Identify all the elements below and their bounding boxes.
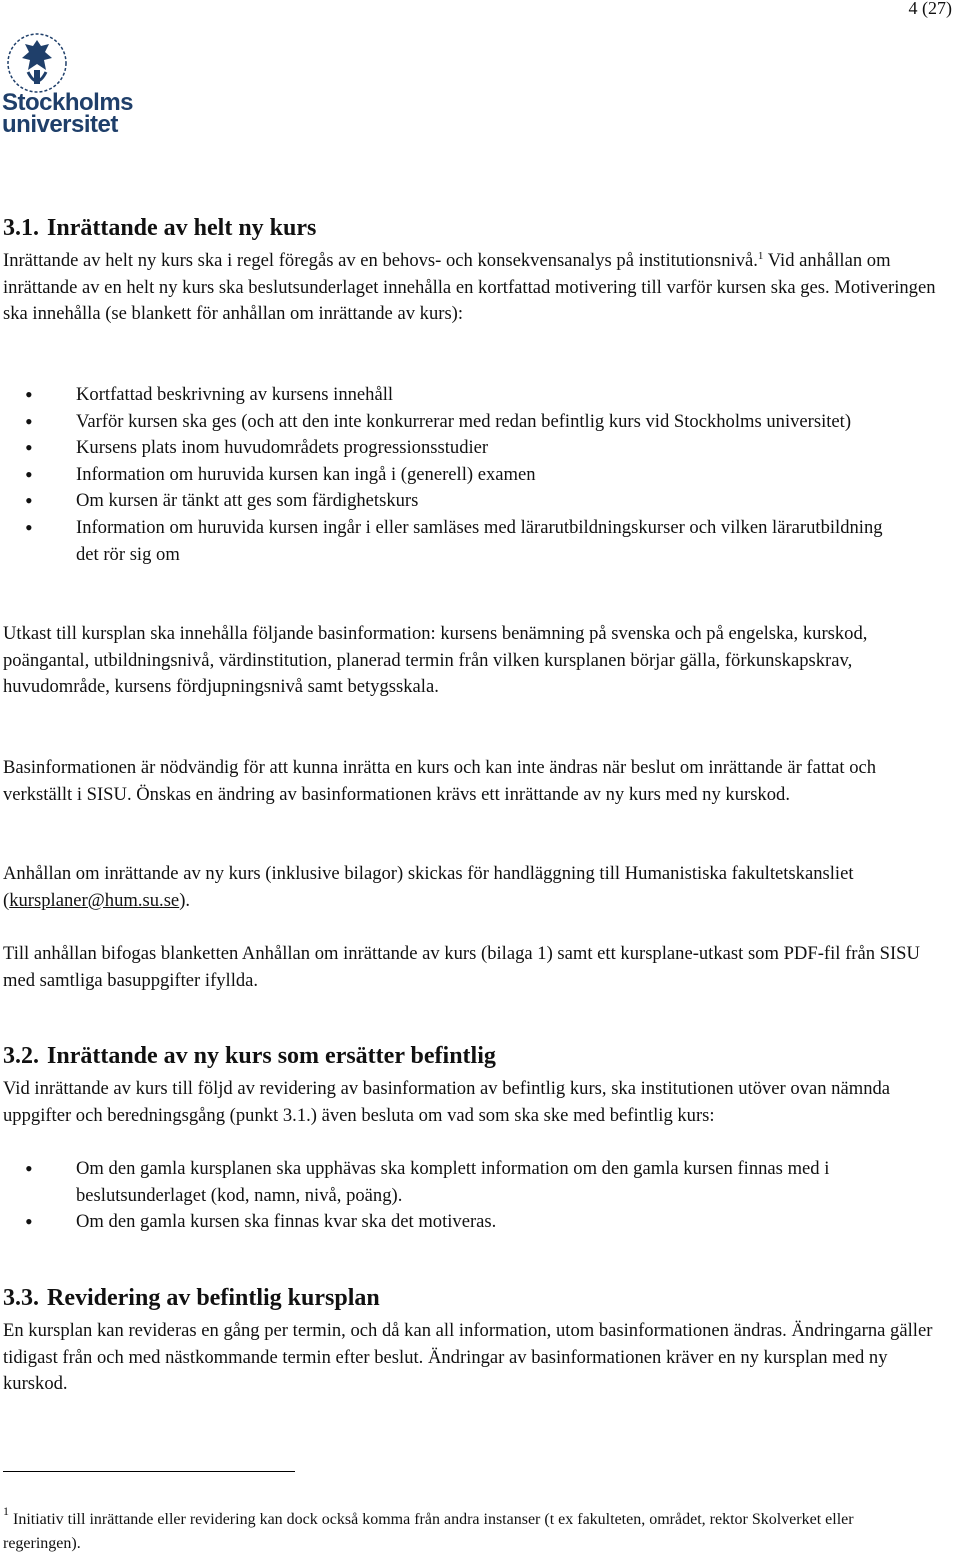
list-item: • Om den gamla kursplanen ska upphävas ska komplett information om den gamla kursen finnas med i beslutsunderlaget (kod, namn, nivå, poäng). (3, 1156, 903, 1209)
section-title: Inrättande av helt ny kurs (47, 215, 317, 241)
s31-intro-continuation: Vid anhållan om inrättande av en helt ny kurs ska beslutsunderlaget innehålla en kortfattad motivering till varför kursen ska ges. Motiveringen ska innehålla (se blankett för anhållan om inrättande av kurs): (3, 250, 936, 325)
list-item: • Kortfattad beskrivning av kursens innehåll (3, 382, 903, 409)
s31-paragraph-kursplan: Utkast till kursplan ska innehålla följande basinformation: kursens benämning på svenska och på engelska, kurskod, poängantal, utbildningsnivå, värdinstitution, planerad termin från vilken kursplanen börjar gälla, förkunskapskrav, huvudområde, kursens fördjupningsnivå samt betygsskala. (3, 623, 868, 698)
s31-paragraph-anhallan (3, 861, 943, 914)
footnote-number: 1 (3, 1504, 9, 1518)
list-item: • Om kursen är tänkt att ges som färdighetskurs (3, 488, 903, 515)
s31-intro-text: Inrättande av helt ny kurs ska i regel föregås av en behovs- och konsekvensanalys på institutionsnivå. (3, 250, 758, 271)
list-item: • Om den gamla kursen ska finnas kvar ska det motiveras. (3, 1209, 903, 1236)
list-item: • Information om huruvida kursen kan ingå i (generell) examen (3, 462, 903, 489)
section-number: 3.1. (3, 215, 39, 241)
list-item: • Kursens plats inom huvudområdets progressionsstudier (3, 435, 903, 462)
s31-paragraph-basinformation: Basinformationen är nödvändig för att kunna inrätta en kurs och kan inte ändras när beslut om inrättande är fattat och verkställt i SISU. Önskas en ändring av basinformationen krävs ett inrättande av ny kurs med ny kurskod. (3, 757, 877, 805)
section-3-2-heading (3, 1042, 496, 1070)
university-logo (2, 32, 134, 138)
logo-line-1: Stockholms (2, 89, 134, 116)
anhallan-text-end: ). (179, 889, 191, 911)
email-link[interactable]: kursplaner@hum.su.se (9, 889, 180, 911)
section-3-1-heading (3, 214, 316, 242)
s31-paragraph-bilaga: Till anhållan bifogas blanketten Anhållan om inrättande av kurs (bilaga 1) samt ett kursplane-utkast som PDF-fil från SISU med samtliga basuppgifter ifyllda. (3, 943, 920, 991)
s33-paragraph: En kursplan kan revideras en gång per termin, och då kan all information, utom basinformationen ändras. Ändringarna gäller tidigast från och med nästkommande termin efter beslut. Ändringar av basinformationen kräver en ny kursplan med ny kurskod. (3, 1320, 933, 1395)
logo-line-2: universitet (2, 111, 118, 138)
anhallan-text: Anhållan om inrättande av ny kurs (inklusive bilagor) skickas för handläggning till Humanistiska fakultetskansliet ( (3, 863, 854, 911)
footnote-reference[interactable]: 1 (757, 250, 764, 262)
s32-bullet-list (3, 1156, 903, 1236)
page-number: 4 (27) (908, 0, 952, 18)
s32-intro-paragraph: Vid inrättande av kurs till följd av revidering av basinformation av befintlig kurs, ska institutionen utöver ovan nämnda uppgifter och beredningsgång (punkt 3.1.) även besluta om vad som ska ske med befintlig kurs: (3, 1078, 891, 1126)
list-item: • Varför kursen ska ges (och att den inte konkurrerar med redan befintlig kurs vid Stockholms universitet) (3, 409, 903, 436)
footnote (3, 1504, 903, 1556)
footnote-text: Initiativ till inrättande eller revidering kan dock också komma från andra instanser (t ex fakulteten, området, rektor Skolverket eller regeringen). (3, 1511, 854, 1552)
list-item: • Information om huruvida kursen ingår i eller samläses med lärarutbildningskurser och vilken lärarutbildning det rör sig om (3, 515, 903, 568)
section-title: Inrättande av ny kurs som ersätter befintlig (47, 1043, 496, 1069)
section-number: 3.2. (3, 1043, 39, 1069)
university-seal-icon (4, 32, 70, 94)
section-title: Revidering av befintlig kursplan (47, 1285, 380, 1311)
footnote-separator (3, 1471, 295, 1472)
s31-bullet-list (3, 382, 903, 568)
section-3-3-heading (3, 1284, 380, 1312)
s31-intro-paragraph (3, 248, 943, 328)
section-number: 3.3. (3, 1285, 39, 1311)
